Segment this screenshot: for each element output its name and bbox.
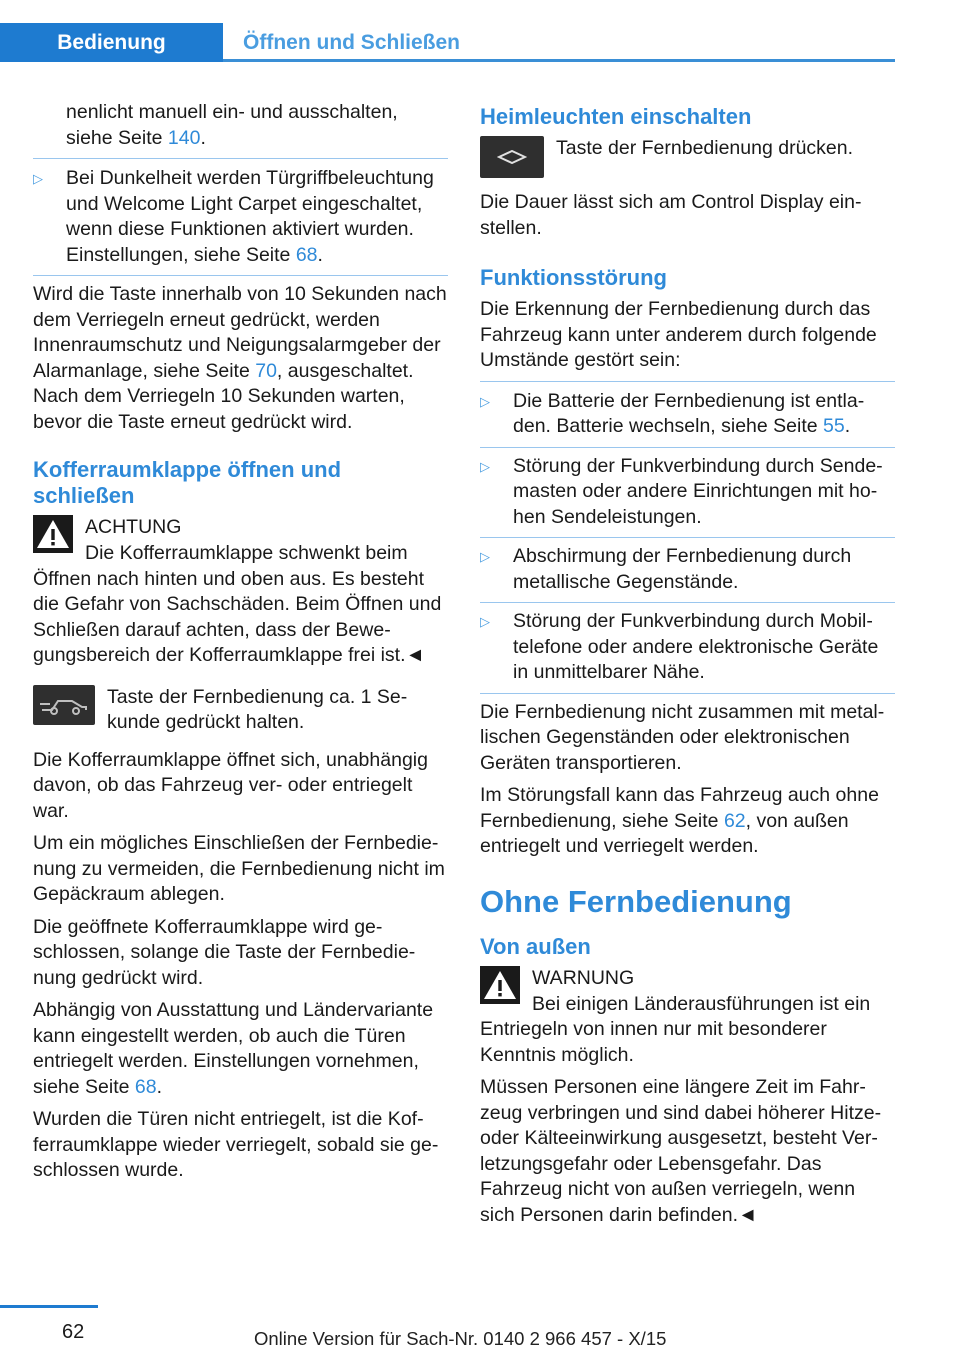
triangle-right-icon: ▷ bbox=[33, 171, 43, 186]
paragraph: Wurden die Türen nicht entriegelt, ist die Kofferraumklappe wieder verriegelt, sobald sie geschlossen wurde. bbox=[33, 1108, 439, 1181]
paragraph: Die Erkennung der Fernbedienung durch das Fahrzeug kann unter anderem durch folgende Umstände gestört sein: bbox=[480, 298, 877, 371]
paragraph: Müssen Personen eine längere Zeit im Fahrzeug verbringen und sind dabei höherer Hitze- oder Kälteeinwirkung ausgesetzt, besteht Verletzungsgefahr oder Lebensgefahr. Das Fahrzeug nicht von außen verriegeln, wenn sich Personen darin befinden.◄ bbox=[480, 1076, 882, 1226]
warning-triangle-icon bbox=[480, 966, 520, 1004]
page-number: 62 bbox=[62, 1321, 85, 1343]
triangle-right-icon: ▷ bbox=[480, 393, 490, 409]
list-item: ▷ Die Batterie der Fernbedienung ist entladen. Batterie wechseln, siehe Seite 55. bbox=[480, 389, 895, 448]
paragraph: Wird die Taste innerhalb von 10 Sekunden nach dem Verriegeln erneut gedrückt, werden Innenraumschutz und Neigungsalarmgeber der Alarmanlage, siehe Seite 70, ausgeschaltet. Nach dem Verriegeln 10 Sekunden warten, bevor die Taste erneut gedrückt wird. bbox=[33, 283, 447, 433]
section-heading: Heimleuchten einschalten bbox=[480, 104, 752, 129]
paragraph: Die Fernbedienung nicht zusammen mit metallischen Gegenständen oder elektronischen Geräten transportieren. bbox=[480, 700, 885, 774]
page-link[interactable]: 68 bbox=[134, 1075, 157, 1098]
left-column bbox=[33, 100, 448, 1191]
paragraph: Im Störungsfall kann das Fahrzeug auch ohne Fernbedienung, siehe Seite 62, von außen entriegelt und verriegelt werden. bbox=[480, 784, 879, 857]
paragraph: Abhängig von Ausstattung und Ländervariante kann eingestellt werden, ob auch die Türen entriegelt werden. Einstellungen vornehmen, siehe Seite 68. bbox=[33, 999, 434, 1098]
warning-text: Die Kofferraumklappe schwenkt beim Öffnen nach hinten und oben aus. Es besteht die Gefahr von Sachschäden. Beim Öffnen und Schließen darauf achten, dass der Bewegungsbereich der Kofferraumklappe frei ist.◄ bbox=[33, 542, 442, 666]
list-item: ▷ Abschirmung der Fernbedienung durch metallische Gegenstände. bbox=[480, 538, 895, 603]
warning-triangle-icon bbox=[33, 515, 73, 553]
bullet-list bbox=[480, 381, 895, 694]
section-heading: Kofferraumklappe öffnen und schließen bbox=[33, 457, 342, 508]
warning-title: WARNUNG bbox=[532, 966, 635, 989]
key-instruction: Taste der Fernbedienung ca. 1 Sekunde gedrückt halten. bbox=[107, 685, 408, 733]
trunk-key-icon bbox=[33, 685, 95, 725]
list-item: ▷ Störung der Funkverbindung durch Sendemasten oder andere Einrichtungen mit hohen Sendeleistungen. bbox=[480, 448, 895, 539]
continued-bullet-text: nenlicht manuell ein- und ausschalten, siehe Seite 140. bbox=[66, 101, 398, 149]
list-item: ▷ Bei Dunkelheit werden Türgriffbeleuchtung und Welcome Light Carpet eingeschaltet, wenn diese Funktionen aktiviert wurden. Einstellungen, siehe Seite 68. bbox=[33, 158, 448, 276]
key-instruction: Taste der Fernbedienung drücken. bbox=[556, 137, 854, 159]
list-item: ▷ Störung der Funkverbindung durch Mobiltelefone oder andere elektronische Geräte in unmittelbarer Nähe. bbox=[480, 603, 895, 694]
warning-title: ACHTUNG bbox=[85, 516, 182, 538]
warning-text: Bei einigen Länderausführungen ist ein Entriegeln von innen nur mit besonderer Kenntnis möglich. bbox=[480, 992, 871, 1066]
footer-rule bbox=[0, 1305, 98, 1308]
right-column bbox=[480, 100, 895, 1235]
chapter-heading: Ohne Fernbedienung bbox=[480, 883, 792, 919]
triangle-right-icon: ▷ bbox=[480, 549, 490, 564]
page-link[interactable]: 140 bbox=[167, 126, 201, 149]
paragraph: Die Kofferraumklappe öffnet sich, unabhängig davon, ob das Fahrzeug ver- oder entriegelt war. bbox=[33, 748, 428, 822]
triangle-right-icon: ▷ bbox=[480, 614, 490, 629]
section-heading: Von außen bbox=[480, 933, 591, 959]
footer-online-version: Online Version für Sach-Nr. 0140 2 966 457 - X/15 bbox=[254, 1328, 667, 1349]
page-link[interactable]: 62 bbox=[723, 809, 746, 832]
page-link[interactable]: 68 bbox=[295, 243, 318, 266]
paragraph: Die Dauer lässt sich am Control Display einstellen. bbox=[480, 191, 862, 239]
page-link[interactable]: 55 bbox=[823, 415, 845, 437]
section-heading: Funktionsstörung bbox=[480, 265, 667, 290]
paragraph: Die geöffnete Kofferraumklappe wird geschlossen, solange die Taste der Fernbedienung gedrückt wird. bbox=[33, 915, 416, 989]
home-light-key-row bbox=[480, 136, 895, 178]
home-light-key-icon bbox=[480, 136, 544, 178]
trunk-key-row bbox=[33, 685, 448, 736]
page-link[interactable]: 70 bbox=[255, 359, 277, 382]
header-tab-section[interactable]: Öffnen und Schließen bbox=[243, 30, 461, 54]
triangle-right-icon: ▷ bbox=[480, 458, 490, 474]
paragraph: Um ein mögliches Einschließen der Fernbedienung zu vermeiden, die Fernbedienung nicht im Gepäckraum ablegen. bbox=[33, 832, 445, 905]
header-tab-chapter[interactable]: Bedienung bbox=[0, 23, 223, 62]
